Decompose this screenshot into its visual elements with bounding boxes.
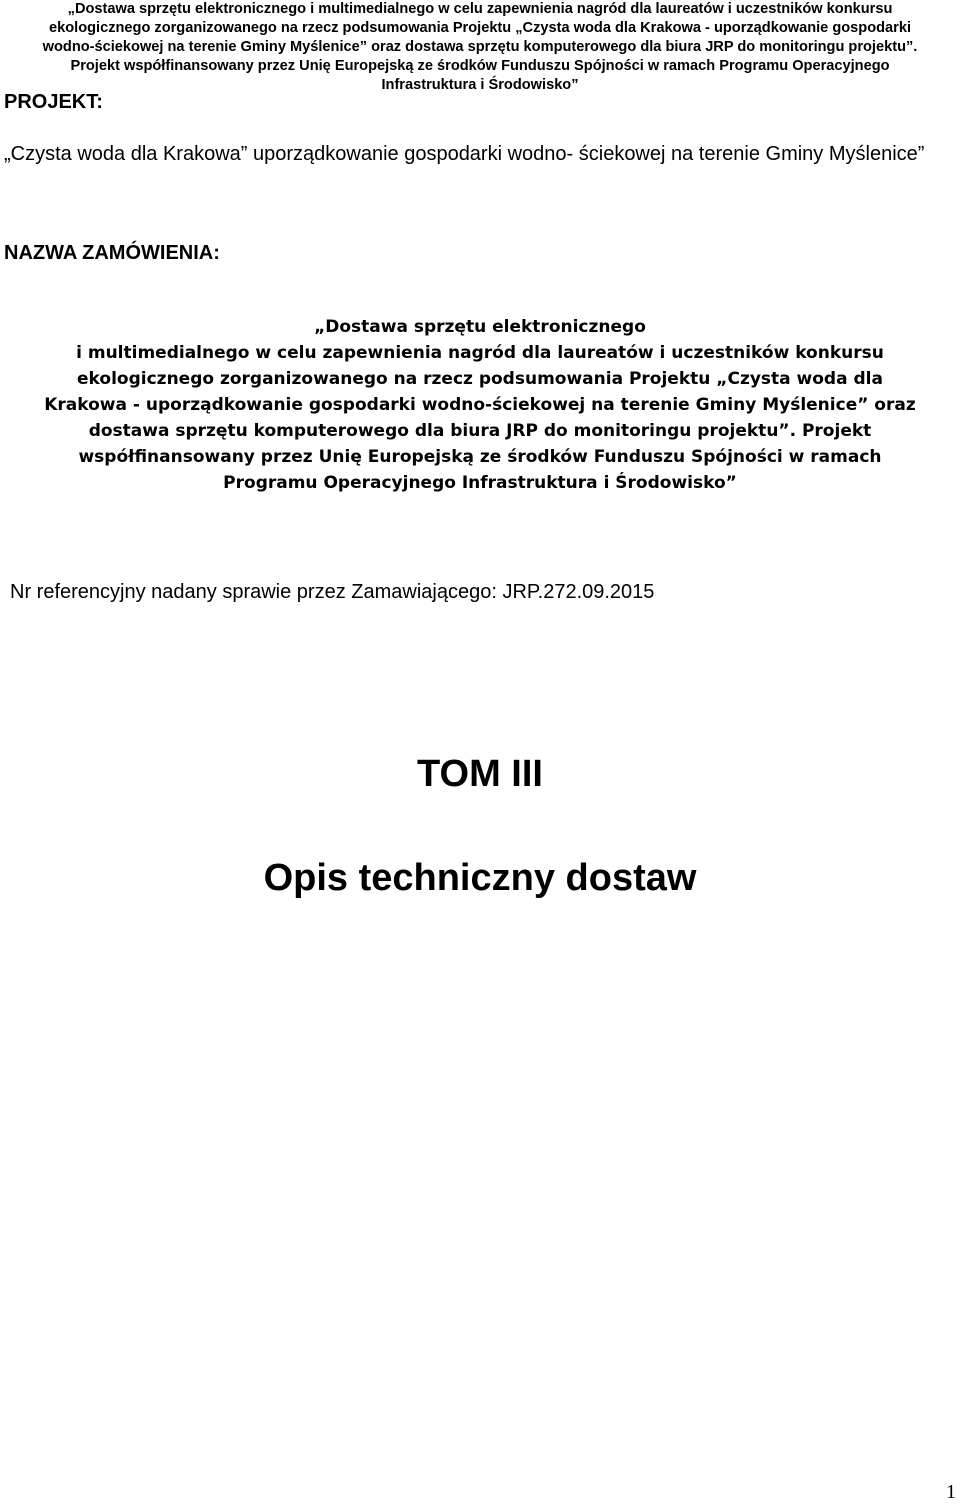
header-line: Infrastruktura i Środowisko”	[381, 77, 579, 93]
order-line: ekologicznego zorganizowanego na rzecz podsumowania Projektu „Czysta woda dla	[77, 369, 883, 389]
document-header	[0, 0, 960, 95]
header-line: wodno-ściekowej na terenie Gminy Myślenice” oraz dostawa sprzętu komputerowego dla biura JRP do monitoringu projektu”.	[42, 39, 918, 55]
order-line: dostawa sprzętu komputerowego dla biura JRP do monitoringu projektu”. Projekt	[88, 421, 872, 441]
order-line: współfinansowany przez Unię Europejską ze środków Funduszu Spójności w ramach	[78, 447, 882, 467]
order-description	[0, 314, 960, 496]
project-label: PROJEKT:	[4, 91, 103, 113]
order-line: i multimedialnego w celu zapewnienia nagród dla laureatów i uczestników konkursu	[76, 343, 884, 363]
header-line: Projekt współfinansowany przez Unię Europejską ze środków Funduszu Spójności w ramach Programu Operacyjnego	[70, 58, 890, 74]
header-line: „Dostawa sprzętu elektronicznego i multimedialnego w celu zapewnienia nagród dla laureatów i uczestników konkursu	[67, 1, 893, 17]
header-line: ekologicznego zorganizowanego na rzecz podsumowania Projektu „Czysta woda dla Krakowa - uporządkowanie gospodarki	[49, 20, 911, 36]
project-name: „Czysta woda dla Krakowa” uporządkowanie gospodarki wodno- ściekowej na terenie Gminy Myślenice”	[4, 143, 925, 165]
order-line: Programu Operacyjnego Infrastruktura i Środowisko”	[223, 473, 737, 493]
order-line: Krakowa - uporządkowanie gospodarki wodno-ściekowej na terenie Gminy Myślenice” oraz	[44, 395, 916, 415]
order-line: „Dostawa sprzętu elektronicznego	[314, 317, 646, 337]
order-name-label: NAZWA ZAMÓWIENIA:	[4, 242, 220, 264]
reference-number: Nr referencyjny nadany sprawie przez Zamawiającego: JRP.272.09.2015	[10, 581, 655, 603]
volume-title: TOM III	[417, 753, 543, 795]
page-number: 1	[946, 1481, 956, 1503]
document-subtitle: Opis techniczny dostaw	[263, 857, 697, 899]
